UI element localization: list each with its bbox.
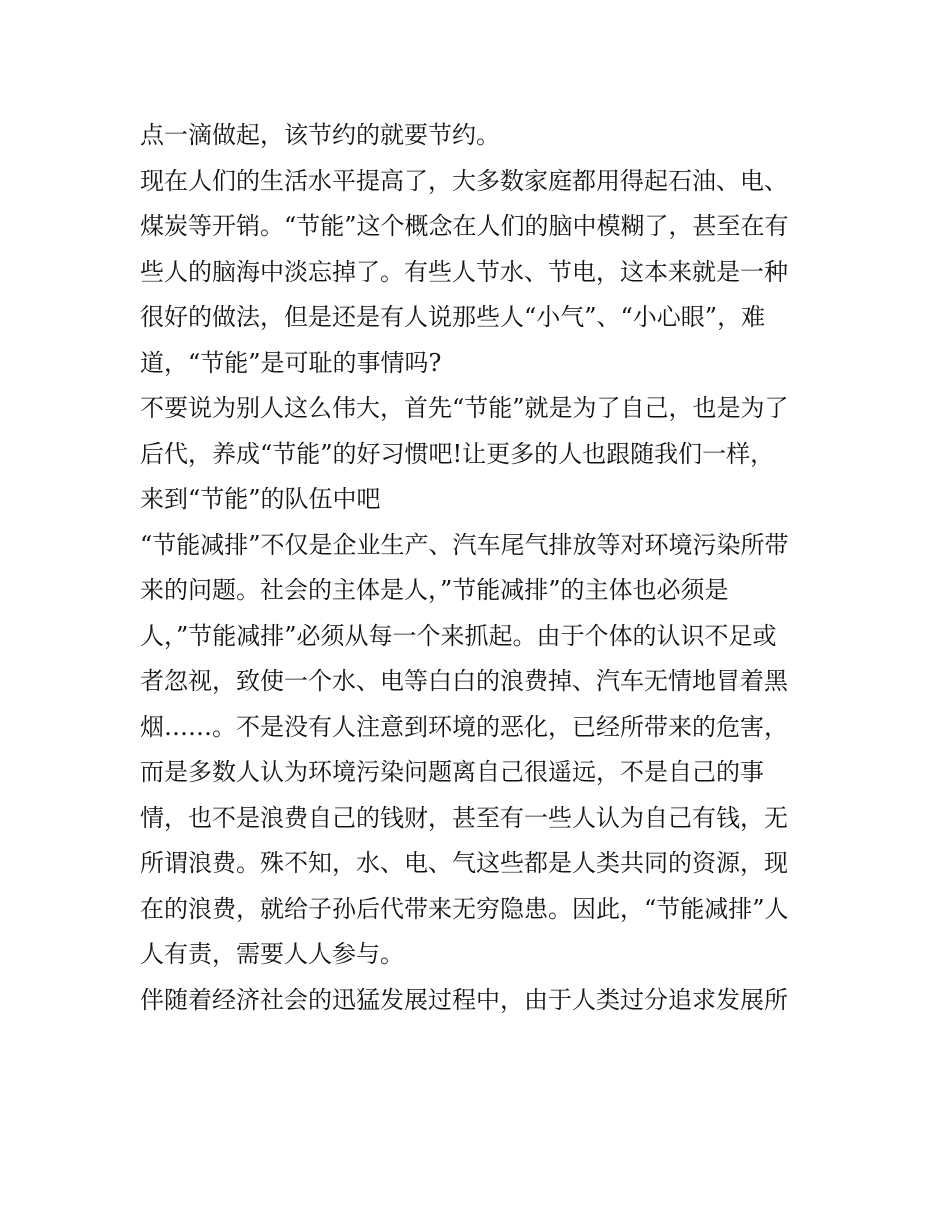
text-line-20: 伴随着经济社会的迅猛发展过程中，由于人类过分追求发展所 [140,985,788,1014]
text-line-13: 者忽视，致使一个水、电等白白的浪费掉、汽车无情地冒着黑 [140,667,788,695]
text-line-3: 煤炭等开销。“节能”这个概念在人们的脑中模糊了，甚至在有 [140,212,789,240]
text-line-18: 在的浪费，就给子孙后代带来无穷隐患。因此，“节能减排”人 [140,894,789,923]
text-line-4: 些人的脑海中淡忘掉了。有些人节水、节电，这本来就是一种 [140,257,788,286]
text-line-1: 点一滴做起，该节约的就要节约。 [140,121,500,149]
text-line-5: 很好的做法，但是还是有人说那些人“小气”、“小心眼”，难 [140,303,766,331]
text-line-15: 而是多数人认为环境污染问题离自己很遥远，不是自己的事 [140,758,764,786]
text-line-2: 现在人们的生活水平提高了，大多数家庭都用得起石油、电、 [140,166,788,195]
text-line-16: 情，也不是浪费自己的钱财，甚至有一些人认为自己有钱，无 [140,803,788,832]
text-line-7: 不要说为别人这么伟大，首先“节能”就是为了自己，也是为了 [140,394,789,422]
text-line-14: 烟……。不是没有人注意到环境的恶化，已经所带来的危害， [140,712,788,741]
text-line-8: 后代，养成“节能”的好习惯吧!让更多的人也跟随我们一样， [140,439,775,468]
text-line-12: 人，”节能减排”必须从每一个来抓起。由于个体的认识不足或 [140,621,777,650]
text-line-11: 来的问题。社会的主体是人，”节能减排”的主体也必须是 [140,576,729,604]
text-line-19: 人有责，需要人人参与。 [140,940,404,968]
document-body [140,113,820,1023]
text-line-6: 道，“节能”是可耻的事情吗? [140,348,442,377]
text-line-9: 来到“节能”的队伍中吧 [140,485,381,513]
text-line-10: “节能减排”不仅是企业生产、汽车尾气排放等对环境污染所带 [140,530,789,559]
text-line-17: 所谓浪费。殊不知，水、电、气这些都是人类共同的资源，现 [140,849,788,877]
